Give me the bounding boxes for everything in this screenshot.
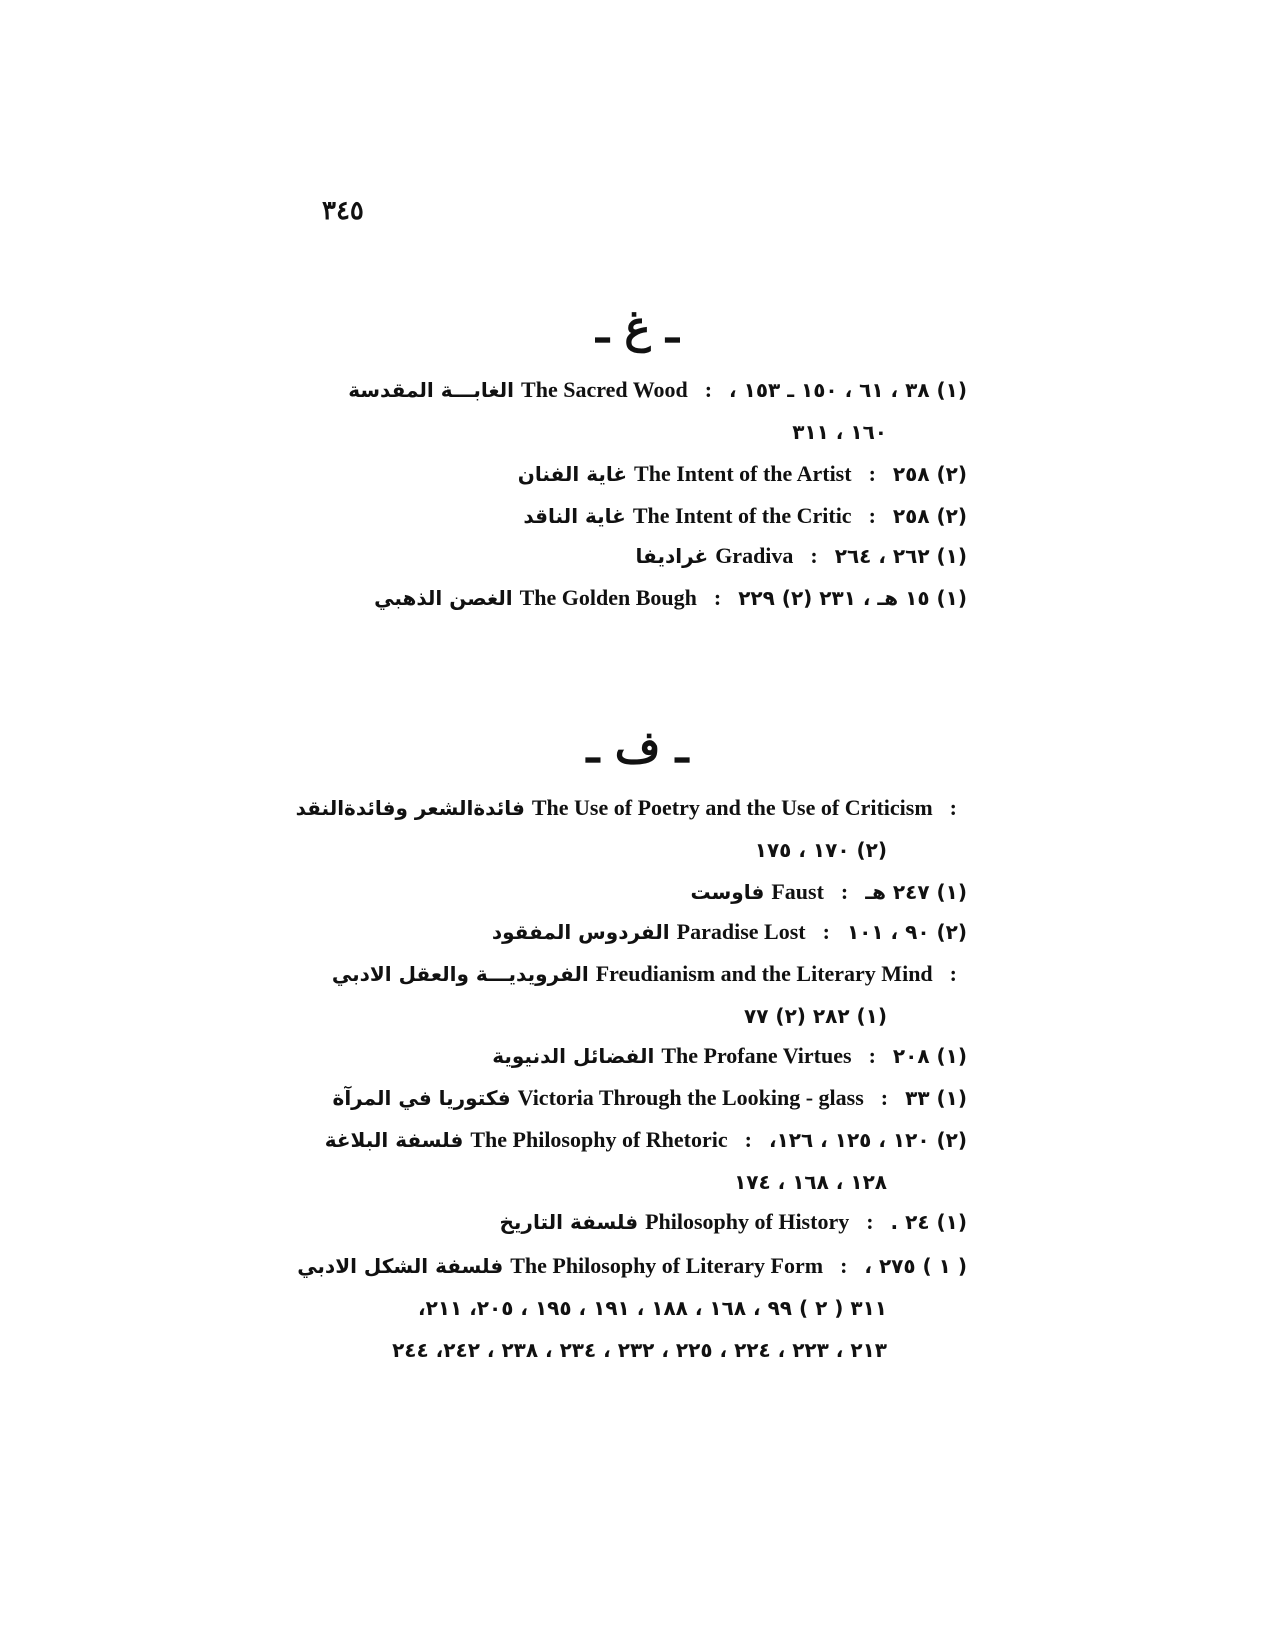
entry-page-refs: (٢) ٢٥٨ — [892, 462, 967, 486]
separator-colon: : — [840, 1253, 848, 1278]
index-entry — [348, 376, 967, 405]
entry-page-refs: ١٢٨ ، ١٦٨ ، ١٧٤ — [734, 1170, 887, 1194]
entry-page-refs: (٢) ٩٠ ، ١٠١ — [846, 920, 967, 944]
separator-colon: : — [949, 795, 957, 820]
entry-title-en: Freudianism and the Literary Mind — [595, 961, 933, 986]
index-entry — [325, 1126, 967, 1155]
entry-title-ar: فائدةالشعر وفائدةالنقد — [295, 796, 525, 820]
entry-page-refs: ( ١ ) ٢٧٥ ، — [864, 1254, 967, 1278]
entry-title-en: The Use of Poetry and the Use of Criticism — [531, 795, 933, 820]
entry-title-en: Paradise Lost — [676, 919, 806, 944]
index-entry-continuation — [392, 1336, 887, 1365]
entry-title-ar: الفردوس المفقود — [491, 920, 670, 944]
entry-title-ar: غاية الناقد — [523, 504, 626, 528]
separator-colon: : — [868, 503, 876, 528]
separator-colon: : — [868, 1043, 876, 1068]
entry-title-en: The Sacred Wood — [521, 377, 688, 402]
separator-colon: : — [868, 461, 876, 486]
index-entry — [690, 878, 967, 907]
section-heading-fa: ـ ف ـ — [586, 722, 689, 773]
entry-title-en: The Intent of the Critic — [632, 503, 852, 528]
separator-colon: : — [822, 919, 830, 944]
index-entry — [636, 542, 967, 571]
entry-title-en: The Intent of the Artist — [634, 461, 852, 486]
entry-page-refs: (١) ٣٨ ، ٦١ ، ١٥٠ ـ ١٥٣ ، — [729, 378, 967, 402]
separator-colon: : — [713, 585, 722, 610]
separator-colon: : — [949, 961, 957, 986]
entry-page-refs: (٢) ١٧٠ ، ١٧٥ — [754, 838, 887, 862]
index-entry — [523, 502, 967, 531]
separator-colon: : — [866, 1209, 874, 1234]
entry-page-refs: (١) ٢٠٨ — [892, 1044, 967, 1068]
entry-title-ar: غاية الفنان — [517, 462, 628, 486]
entry-title-ar: الغابـــة المقدسة — [348, 378, 515, 402]
index-entry-continuation — [418, 1294, 887, 1323]
index-entry-continuation — [792, 418, 887, 447]
index-entry-continuation — [734, 1168, 887, 1197]
entry-title-en: Philosophy of History — [645, 1209, 850, 1234]
index-entry — [374, 584, 967, 613]
entry-title-en: Faust — [771, 879, 824, 904]
entry-page-refs: (١) ٢٦٢ ، ٢٦٤ — [834, 544, 967, 568]
entry-title-ar: فلسفة البلاغة — [324, 1128, 464, 1152]
entry-page-refs: ١٦٠ ، ٣١١ — [792, 420, 887, 444]
entry-title-en: The Philosophy of Literary Form — [510, 1253, 824, 1278]
entry-page-refs: (١) ٢٤٧ هـ — [865, 880, 967, 904]
entry-title-ar: الفضائل الدنيوية — [492, 1044, 655, 1068]
index-entry — [296, 794, 967, 823]
entry-page-refs: (١) ٢٨٢ (٢) ٧٧ — [744, 1004, 887, 1028]
entry-title-ar: فكتوريا في المرآة — [332, 1086, 511, 1110]
entry-title-en: Victoria Through the Looking - glass — [517, 1085, 864, 1110]
entry-page-refs: (١) ٣٣ — [905, 1086, 967, 1110]
index-entry-continuation — [755, 836, 887, 865]
separator-colon: : — [840, 879, 849, 904]
entry-page-refs: (٢) ١٢٠ ، ١٢٥ ، ١٢٦، — [768, 1128, 967, 1152]
index-entry — [333, 1084, 967, 1113]
index-entry-continuation — [744, 1002, 887, 1031]
entry-page-refs: (١) ١٥ هـ ، ٢٣١ (٢) ٢٢٩ — [738, 586, 967, 610]
entry-title-ar: فلسفة التاريخ — [499, 1210, 639, 1234]
entry-title-en: The Profane Virtues — [661, 1043, 852, 1068]
index-entry — [332, 960, 967, 989]
index-entry — [492, 918, 967, 947]
separator-colon: : — [810, 543, 818, 568]
entry-page-refs: ٢١٣ ، ٢٢٣ ، ٢٢٤ ، ٢٢٥ ، ٢٣٢ ، ٢٣٤ ، ٢٣٨ ، ٢٤٢، ٢٤٤ — [392, 1338, 887, 1362]
entry-page-refs: (١) ٢٤ . — [890, 1210, 967, 1234]
entry-title-ar: الفرويديـــة والعقل الادبي — [331, 962, 589, 986]
index-entry — [492, 1042, 967, 1071]
section-heading-ghain: ـ غ ـ — [596, 302, 679, 353]
index-entry — [297, 1252, 967, 1281]
separator-colon: : — [744, 1127, 752, 1152]
entry-title-ar: الغصن الذهبي — [374, 586, 513, 610]
entry-title-en: The Philosophy of Rhetoric — [470, 1127, 728, 1152]
entry-title-en: The Golden Bough — [519, 585, 697, 610]
entry-title-en: Gradiva — [715, 543, 794, 568]
index-entry — [500, 1208, 968, 1237]
entry-page-refs: ٣١١ ( ٢ ) ٩٩ ، ١٦٨ ، ١٨٨ ، ١٩١ ، ١٩٥ ، ٢٠٥، ٢١١، — [418, 1296, 887, 1320]
page-number: ٣٤٥ — [322, 196, 364, 226]
index-entry — [518, 460, 967, 489]
entry-title-ar: فلسفة الشكل الادبي — [297, 1254, 504, 1278]
entry-page-refs: (٢) ٢٥٨ — [892, 504, 967, 528]
separator-colon: : — [704, 377, 713, 402]
entry-title-ar: فاوست — [690, 880, 765, 904]
separator-colon: : — [880, 1085, 889, 1110]
entry-title-ar: غراديفا — [635, 544, 709, 568]
